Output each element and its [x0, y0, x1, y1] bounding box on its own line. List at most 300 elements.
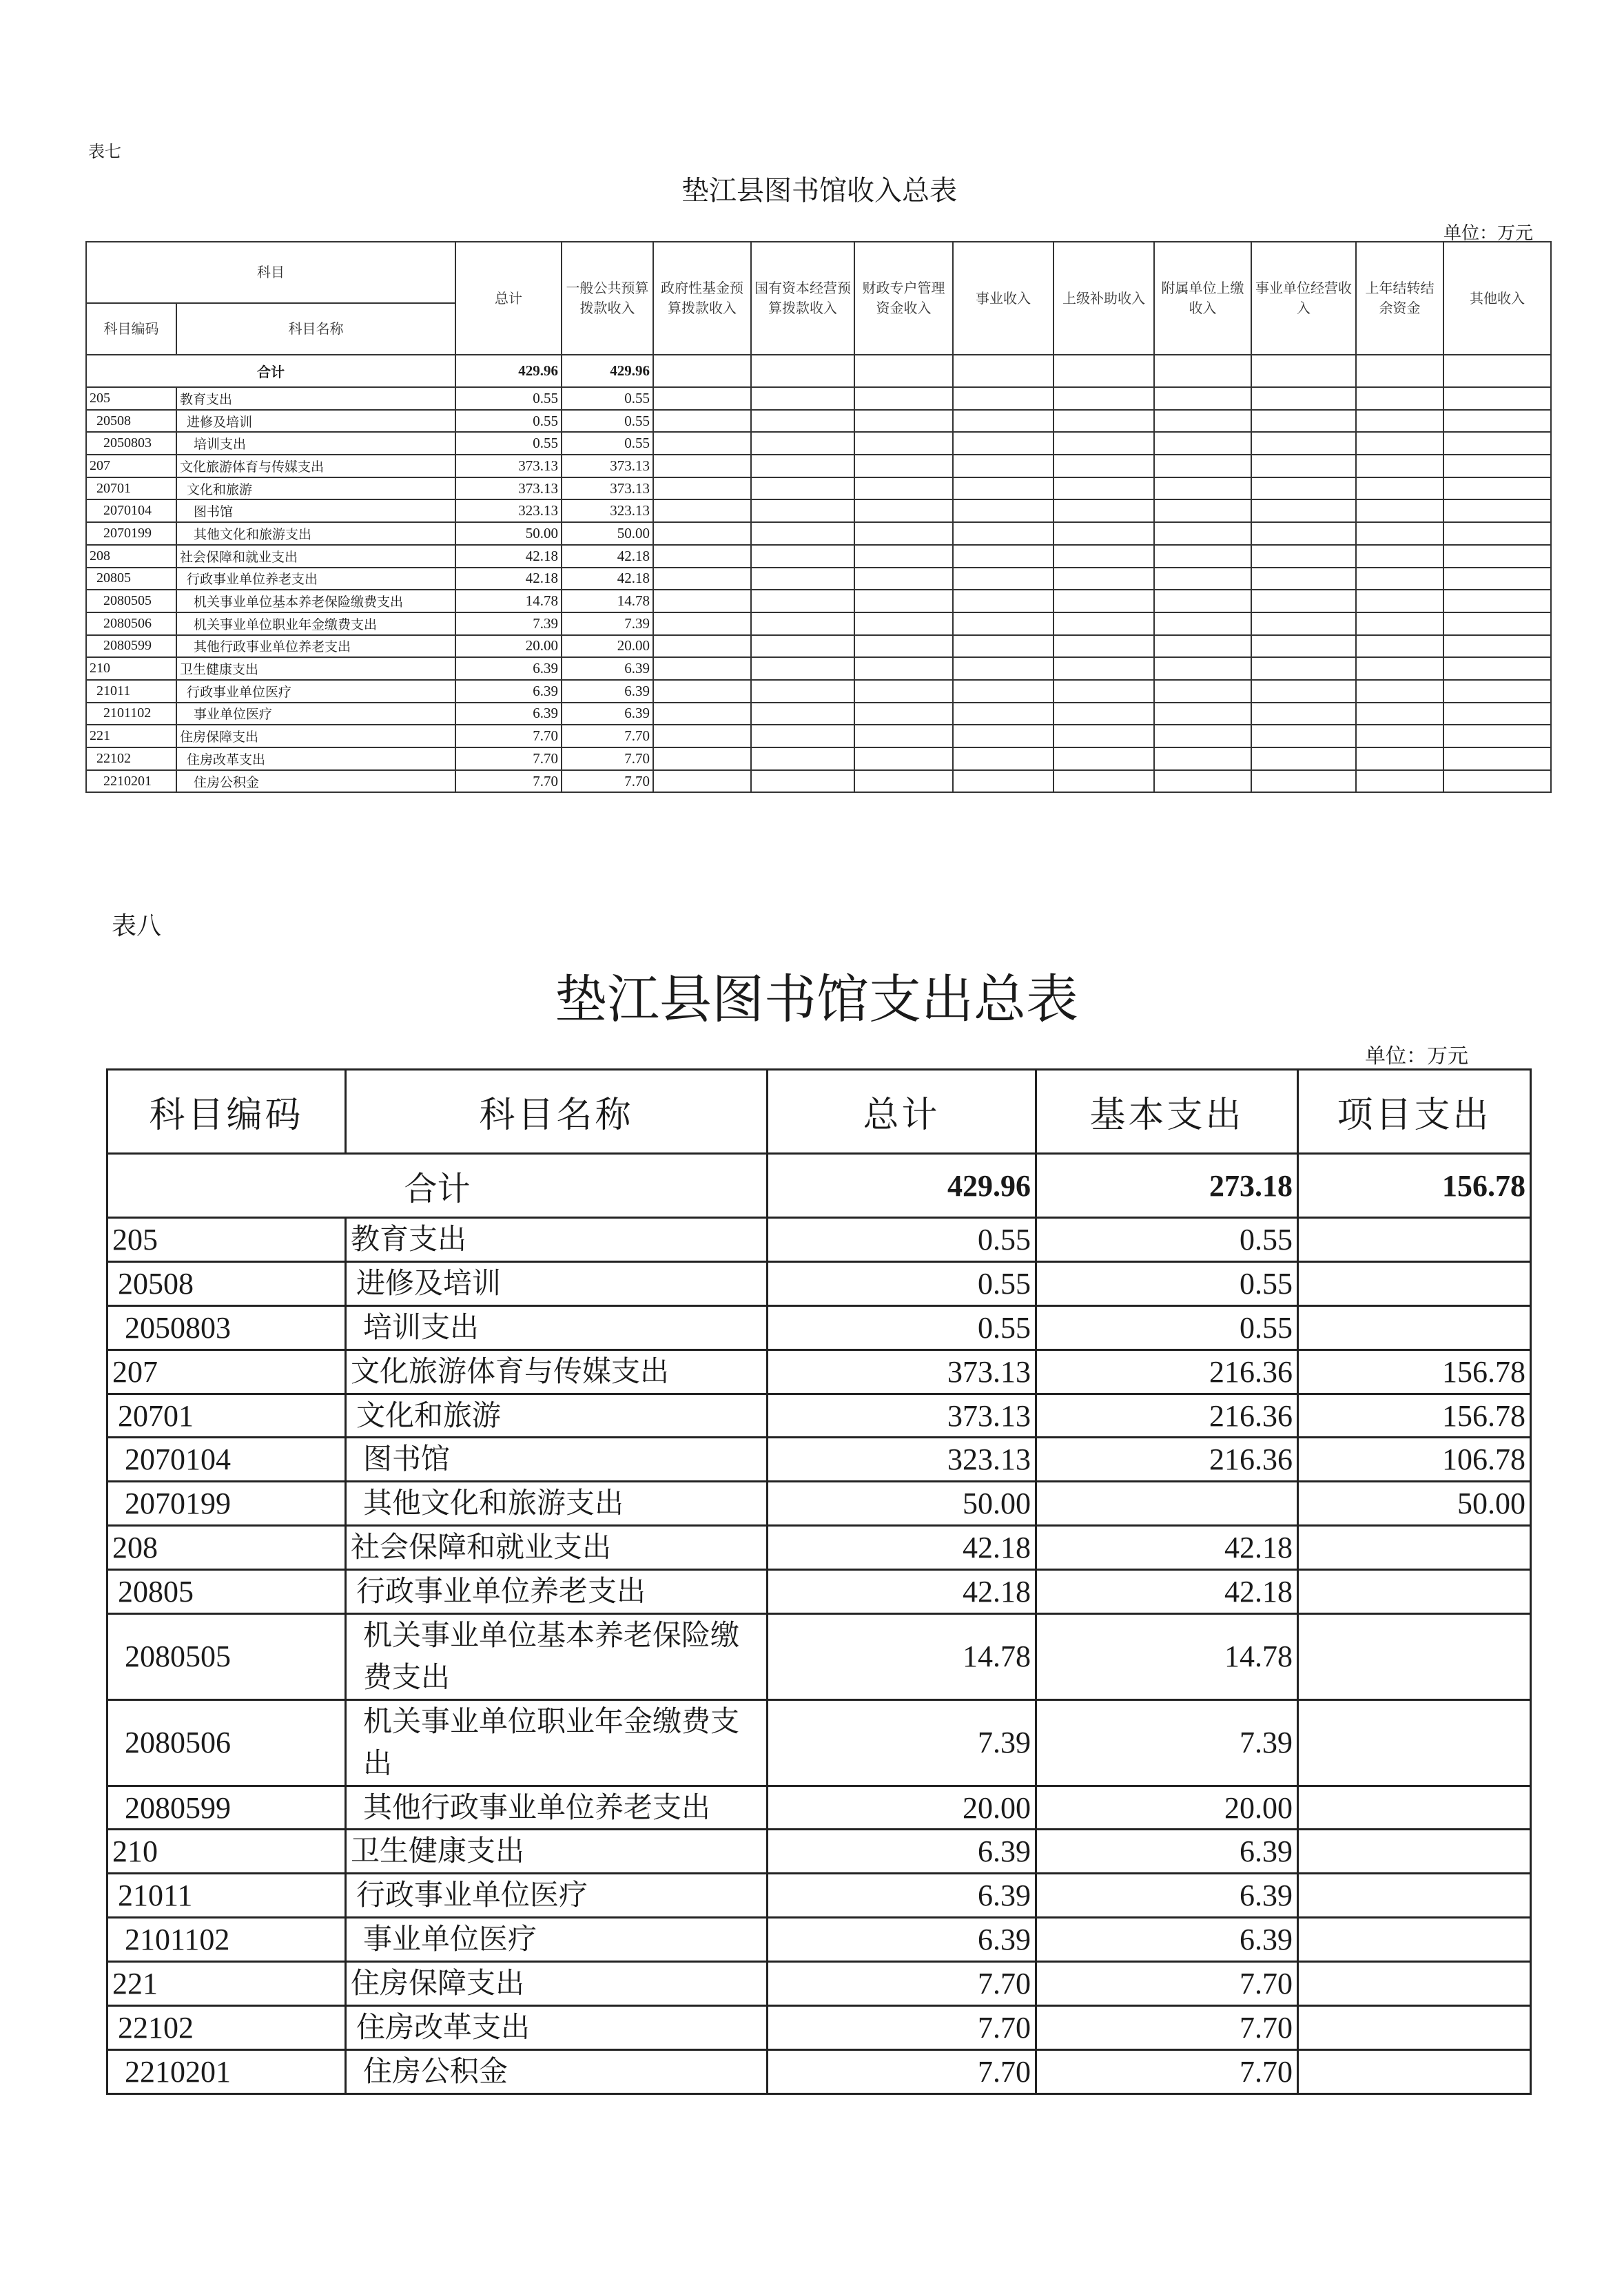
- empty-cell: [653, 499, 751, 522]
- income-table-row: [86, 568, 1551, 590]
- empty-cell: [854, 568, 953, 590]
- empty-cell: [953, 703, 1053, 725]
- empty-cell: [1053, 612, 1154, 635]
- row-basic: 6.39: [1036, 1830, 1298, 1874]
- empty-cell: [854, 387, 953, 410]
- row-total: 373.13: [455, 477, 562, 500]
- expenditure-table-row: [107, 1830, 1531, 1874]
- row-total: 6.39: [455, 657, 562, 680]
- row-project: [1298, 1830, 1531, 1874]
- header-subject-group: 科目: [86, 242, 455, 303]
- empty-cell: [1251, 499, 1356, 522]
- row-total: 6.39: [455, 703, 562, 725]
- empty-cell: [1251, 657, 1356, 680]
- row-code: 207: [86, 455, 176, 477]
- empty-cell: [1443, 747, 1551, 770]
- row-total: 6.39: [455, 680, 562, 703]
- empty-cell: [1443, 522, 1551, 545]
- expenditure-table-row: [107, 1438, 1531, 1482]
- empty-cell: [1443, 499, 1551, 522]
- row-project: [1298, 1699, 1531, 1786]
- row-code: 20805: [86, 568, 176, 590]
- empty-cell: [1154, 477, 1251, 500]
- header-total: 总计: [455, 242, 562, 355]
- row-name: 住房保障支出: [176, 725, 455, 747]
- row-project: [1298, 1570, 1531, 1614]
- row-code: 2070199: [107, 1482, 346, 1526]
- row-name: 机关事业单位基本养老保险缴费支出: [176, 590, 455, 612]
- empty-cell: [1053, 770, 1154, 793]
- empty-cell: [653, 522, 751, 545]
- row-code: 205: [107, 1218, 346, 1262]
- income-summary-table: [85, 241, 1552, 793]
- empty-cell: [1251, 477, 1356, 500]
- empty-cell: [1251, 612, 1356, 635]
- total-label: 合计: [107, 1154, 768, 1218]
- header-state-capital: 国有资本经营预算拨款收入: [751, 242, 854, 355]
- expenditure-table-row: [107, 1699, 1531, 1786]
- empty-cell: [1154, 410, 1251, 433]
- expenditure-summary-table: [106, 1068, 1532, 2095]
- row-name: 事业单位医疗: [176, 703, 455, 725]
- income-table-row: [86, 499, 1551, 522]
- empty-cell: [751, 499, 854, 522]
- row-total: 6.39: [768, 1830, 1036, 1874]
- row-total: 323.13: [768, 1438, 1036, 1482]
- income-table-row: [86, 657, 1551, 680]
- row-name: 文化和旅游: [346, 1394, 768, 1438]
- empty-cell: [953, 522, 1053, 545]
- row-name: 其他文化和旅游支出: [346, 1482, 768, 1526]
- row-name: 文化旅游体育与传媒支出: [346, 1349, 768, 1394]
- row-name: 卫生健康支出: [176, 657, 455, 680]
- income-table-row: [86, 477, 1551, 500]
- empty-cell: [751, 522, 854, 545]
- expenditure-table-row: [107, 1614, 1531, 1700]
- empty-cell: [653, 612, 751, 635]
- row-project: [1298, 1962, 1531, 2006]
- row-total: 20.00: [455, 635, 562, 658]
- income-table-row: [86, 545, 1551, 568]
- row-total: 14.78: [455, 590, 562, 612]
- row-code: 210: [107, 1830, 346, 1874]
- row-code: 2080599: [86, 635, 176, 658]
- row-basic: 20.00: [1036, 1786, 1298, 1830]
- row-project: 156.78: [1298, 1349, 1531, 1394]
- row-basic: 6.39: [1036, 1918, 1298, 1962]
- expenditure-table-row: [107, 1218, 1531, 1262]
- empty-cell: [854, 590, 953, 612]
- empty-cell: [1356, 635, 1443, 658]
- expenditure-table-row: [107, 1786, 1531, 1830]
- expenditure-header-row: [107, 1070, 1531, 1154]
- row-basic: 0.55: [1036, 1218, 1298, 1262]
- total-general-budget: 429.96: [562, 355, 653, 387]
- empty-cell: [1251, 590, 1356, 612]
- empty-cell: [953, 387, 1053, 410]
- row-general-budget: 323.13: [562, 499, 653, 522]
- empty-cell: [653, 568, 751, 590]
- empty-cell: [953, 770, 1053, 793]
- empty-cell: [1154, 612, 1251, 635]
- empty-cell: [751, 703, 854, 725]
- empty-cell: [1251, 355, 1356, 387]
- empty-cell: [1154, 590, 1251, 612]
- empty-cell: [1356, 747, 1443, 770]
- empty-cell: [953, 355, 1053, 387]
- empty-cell: [854, 477, 953, 500]
- row-total: 0.55: [768, 1218, 1036, 1262]
- empty-cell: [1154, 747, 1251, 770]
- row-basic: 14.78: [1036, 1614, 1298, 1700]
- row-basic: 216.36: [1036, 1394, 1298, 1438]
- row-code: 208: [107, 1526, 346, 1570]
- empty-cell: [751, 455, 854, 477]
- row-code: 21011: [86, 680, 176, 703]
- row-name: 社会保障和就业支出: [176, 545, 455, 568]
- row-name: 培训支出: [176, 432, 455, 455]
- row-general-budget: 7.70: [562, 725, 653, 747]
- empty-cell: [1251, 455, 1356, 477]
- empty-cell: [1356, 477, 1443, 500]
- income-table-row: [86, 770, 1551, 793]
- row-basic: 7.39: [1036, 1699, 1298, 1786]
- row-project: [1298, 1786, 1531, 1830]
- empty-cell: [751, 590, 854, 612]
- empty-cell: [1053, 657, 1154, 680]
- empty-cell: [953, 455, 1053, 477]
- row-total: 20.00: [768, 1786, 1036, 1830]
- row-total: 7.70: [768, 1962, 1036, 2006]
- row-general-budget: 6.39: [562, 703, 653, 725]
- empty-cell: [653, 387, 751, 410]
- empty-cell: [854, 355, 953, 387]
- empty-cell: [953, 725, 1053, 747]
- row-project: 156.78: [1298, 1394, 1531, 1438]
- empty-cell: [653, 770, 751, 793]
- empty-cell: [1443, 387, 1551, 410]
- empty-cell: [1251, 522, 1356, 545]
- row-total: 42.18: [455, 568, 562, 590]
- empty-cell: [1154, 680, 1251, 703]
- empty-cell: [653, 432, 751, 455]
- row-code: 22102: [107, 2006, 346, 2050]
- row-basic: 42.18: [1036, 1526, 1298, 1570]
- row-basic: 0.55: [1036, 1261, 1298, 1305]
- row-general-budget: 14.78: [562, 590, 653, 612]
- empty-cell: [1356, 680, 1443, 703]
- empty-cell: [653, 545, 751, 568]
- row-project: [1298, 1614, 1531, 1700]
- row-total: 7.39: [768, 1699, 1036, 1786]
- empty-cell: [953, 410, 1053, 433]
- row-code: 2050803: [86, 432, 176, 455]
- row-total: 7.39: [455, 612, 562, 635]
- row-name: 住房公积金: [346, 2049, 768, 2093]
- row-total: 373.13: [455, 455, 562, 477]
- expenditure-table-row: [107, 1482, 1531, 1526]
- row-project: [1298, 2006, 1531, 2050]
- income-table-row: [86, 747, 1551, 770]
- row-total: 6.39: [768, 1874, 1036, 1918]
- total-label: 合计: [86, 355, 455, 387]
- empty-cell: [1053, 725, 1154, 747]
- row-name: 行政事业单位医疗: [176, 680, 455, 703]
- empty-cell: [653, 725, 751, 747]
- empty-cell: [751, 477, 854, 500]
- empty-cell: [953, 680, 1053, 703]
- empty-cell: [1251, 635, 1356, 658]
- expenditure-table-row: [107, 1261, 1531, 1305]
- row-general-budget: 50.00: [562, 522, 653, 545]
- empty-cell: [751, 612, 854, 635]
- row-basic: 216.36: [1036, 1349, 1298, 1394]
- total-value: 429.96: [455, 355, 562, 387]
- empty-cell: [1053, 680, 1154, 703]
- empty-cell: [751, 568, 854, 590]
- empty-cell: [653, 747, 751, 770]
- empty-cell: [1443, 635, 1551, 658]
- header-affiliate-turnover: 附属单位上缴收入: [1154, 242, 1251, 355]
- empty-cell: [854, 545, 953, 568]
- empty-cell: [1251, 568, 1356, 590]
- row-total: 6.39: [768, 1918, 1036, 1962]
- row-code: 20701: [86, 477, 176, 500]
- empty-cell: [1443, 725, 1551, 747]
- row-name: 机关事业单位职业年金缴费支出: [176, 612, 455, 635]
- empty-cell: [1356, 455, 1443, 477]
- empty-cell: [653, 635, 751, 658]
- row-code: 2210201: [86, 770, 176, 793]
- row-code: 20701: [107, 1394, 346, 1438]
- row-name: 图书馆: [176, 499, 455, 522]
- empty-cell: [1356, 568, 1443, 590]
- empty-cell: [751, 432, 854, 455]
- row-total: 14.78: [768, 1614, 1036, 1700]
- row-total: 7.70: [455, 770, 562, 793]
- row-name: 机关事业单位职业年金缴费支出: [346, 1699, 768, 1786]
- expenditure-table-row: [107, 1349, 1531, 1394]
- empty-cell: [1356, 770, 1443, 793]
- empty-cell: [1251, 747, 1356, 770]
- empty-cell: [1053, 355, 1154, 387]
- empty-cell: [1443, 590, 1551, 612]
- row-general-budget: 0.55: [562, 432, 653, 455]
- empty-cell: [1053, 568, 1154, 590]
- row-total: 0.55: [455, 410, 562, 433]
- income-table-row: [86, 635, 1551, 658]
- empty-cell: [1251, 725, 1356, 747]
- row-general-budget: 0.55: [562, 387, 653, 410]
- empty-cell: [1443, 432, 1551, 455]
- row-name: 培训支出: [346, 1305, 768, 1349]
- row-name: 住房公积金: [176, 770, 455, 793]
- header-special-account: 财政专户管理资金收入: [854, 242, 953, 355]
- empty-cell: [854, 522, 953, 545]
- row-total: 42.18: [455, 545, 562, 568]
- empty-cell: [751, 410, 854, 433]
- header-name: 科目名称: [176, 303, 455, 355]
- row-basic: 7.70: [1036, 2006, 1298, 2050]
- empty-cell: [1053, 522, 1154, 545]
- row-total: 373.13: [768, 1394, 1036, 1438]
- row-basic: 216.36: [1036, 1438, 1298, 1482]
- income-table-row: [86, 590, 1551, 612]
- empty-cell: [653, 410, 751, 433]
- header-code: 科目编码: [86, 303, 176, 355]
- empty-cell: [1251, 432, 1356, 455]
- row-basic: 7.70: [1036, 1962, 1298, 2006]
- empty-cell: [1154, 545, 1251, 568]
- empty-cell: [854, 455, 953, 477]
- expenditure-table-row: [107, 1526, 1531, 1570]
- row-code: 208: [86, 545, 176, 568]
- row-code: 2070104: [107, 1438, 346, 1482]
- empty-cell: [953, 590, 1053, 612]
- expenditure-table-row: [107, 1918, 1531, 1962]
- row-general-budget: 0.55: [562, 410, 653, 433]
- empty-cell: [1356, 590, 1443, 612]
- empty-cell: [854, 499, 953, 522]
- empty-cell: [854, 410, 953, 433]
- empty-cell: [854, 657, 953, 680]
- row-total: 50.00: [455, 522, 562, 545]
- expenditure-table-row: [107, 1394, 1531, 1438]
- income-table-row: [86, 703, 1551, 725]
- row-code: 207: [107, 1349, 346, 1394]
- empty-cell: [1053, 545, 1154, 568]
- row-basic: 6.39: [1036, 1874, 1298, 1918]
- row-basic: 0.55: [1036, 1305, 1298, 1349]
- empty-cell: [854, 770, 953, 793]
- income-total-row: [86, 355, 1551, 387]
- row-project: [1298, 1874, 1531, 1918]
- income-table-row: [86, 522, 1551, 545]
- header-code: 科目编码: [107, 1070, 346, 1154]
- empty-cell: [1443, 703, 1551, 725]
- empty-cell: [1154, 703, 1251, 725]
- row-name: 事业单位医疗: [346, 1918, 768, 1962]
- row-basic: 42.18: [1036, 1570, 1298, 1614]
- empty-cell: [751, 355, 854, 387]
- empty-cell: [751, 770, 854, 793]
- empty-cell: [1443, 612, 1551, 635]
- empty-cell: [653, 455, 751, 477]
- row-basic: 7.70: [1036, 2049, 1298, 2093]
- empty-cell: [1154, 355, 1251, 387]
- row-code: 20508: [107, 1261, 346, 1305]
- income-table-title: 垫江县图书馆收入总表: [681, 175, 957, 207]
- row-name: 卫生健康支出: [346, 1830, 768, 1874]
- empty-cell: [953, 432, 1053, 455]
- income-table-row: [86, 387, 1551, 410]
- empty-cell: [1356, 612, 1443, 635]
- empty-cell: [1251, 770, 1356, 793]
- empty-cell: [1356, 545, 1443, 568]
- row-name: 图书馆: [346, 1438, 768, 1482]
- expenditure-table-title: 垫江县图书馆支出总表: [555, 969, 1078, 1030]
- row-total: 323.13: [455, 499, 562, 522]
- row-name: 机关事业单位基本养老保险缴费支出: [346, 1614, 768, 1700]
- row-name: 进修及培训: [176, 410, 455, 433]
- empty-cell: [1443, 680, 1551, 703]
- header-name: 科目名称: [346, 1070, 768, 1154]
- row-project: [1298, 1526, 1531, 1570]
- empty-cell: [854, 612, 953, 635]
- expenditure-table-row: [107, 2049, 1531, 2093]
- row-name: 文化和旅游: [176, 477, 455, 500]
- row-name: 住房保障支出: [346, 1962, 768, 2006]
- empty-cell: [1154, 657, 1251, 680]
- row-total: 0.55: [768, 1261, 1036, 1305]
- empty-cell: [854, 432, 953, 455]
- empty-cell: [1251, 387, 1356, 410]
- empty-cell: [1356, 387, 1443, 410]
- empty-cell: [1443, 355, 1551, 387]
- empty-cell: [1154, 432, 1251, 455]
- row-general-budget: 373.13: [562, 477, 653, 500]
- empty-cell: [1443, 568, 1551, 590]
- row-project: [1298, 1918, 1531, 1962]
- empty-cell: [953, 477, 1053, 500]
- row-code: 2080505: [107, 1614, 346, 1700]
- empty-cell: [1356, 432, 1443, 455]
- empty-cell: [751, 680, 854, 703]
- empty-cell: [1154, 770, 1251, 793]
- row-name: 住房改革支出: [176, 747, 455, 770]
- empty-cell: [1053, 747, 1154, 770]
- row-code: 22102: [86, 747, 176, 770]
- empty-cell: [1251, 703, 1356, 725]
- row-project: [1298, 2049, 1531, 2093]
- income-table-row: [86, 612, 1551, 635]
- empty-cell: [1154, 499, 1251, 522]
- empty-cell: [751, 545, 854, 568]
- empty-cell: [1443, 545, 1551, 568]
- empty-cell: [1356, 522, 1443, 545]
- expenditure-total-row: [107, 1154, 1531, 1218]
- row-general-budget: 7.70: [562, 747, 653, 770]
- empty-cell: [653, 680, 751, 703]
- row-name: 行政事业单位养老支出: [176, 568, 455, 590]
- row-name: 住房改革支出: [346, 2006, 768, 2050]
- empty-cell: [1443, 410, 1551, 433]
- row-code: 2050803: [107, 1305, 346, 1349]
- empty-cell: [1154, 635, 1251, 658]
- empty-cell: [1443, 770, 1551, 793]
- empty-cell: [1356, 725, 1443, 747]
- empty-cell: [854, 747, 953, 770]
- income-table-row: [86, 680, 1551, 703]
- row-total: 7.70: [768, 2006, 1036, 2050]
- empty-cell: [1154, 455, 1251, 477]
- income-table-row: [86, 725, 1551, 747]
- empty-cell: [1443, 657, 1551, 680]
- empty-cell: [1053, 590, 1154, 612]
- row-code: 20805: [107, 1570, 346, 1614]
- empty-cell: [1053, 635, 1154, 658]
- row-project: [1298, 1261, 1531, 1305]
- row-code: 2070104: [86, 499, 176, 522]
- empty-cell: [653, 355, 751, 387]
- empty-cell: [653, 477, 751, 500]
- expenditure-table-row: [107, 1962, 1531, 2006]
- header-project: 项目支出: [1298, 1070, 1531, 1154]
- empty-cell: [953, 657, 1053, 680]
- empty-cell: [953, 747, 1053, 770]
- row-project: 50.00: [1298, 1482, 1531, 1526]
- row-code: 2210201: [107, 2049, 346, 2093]
